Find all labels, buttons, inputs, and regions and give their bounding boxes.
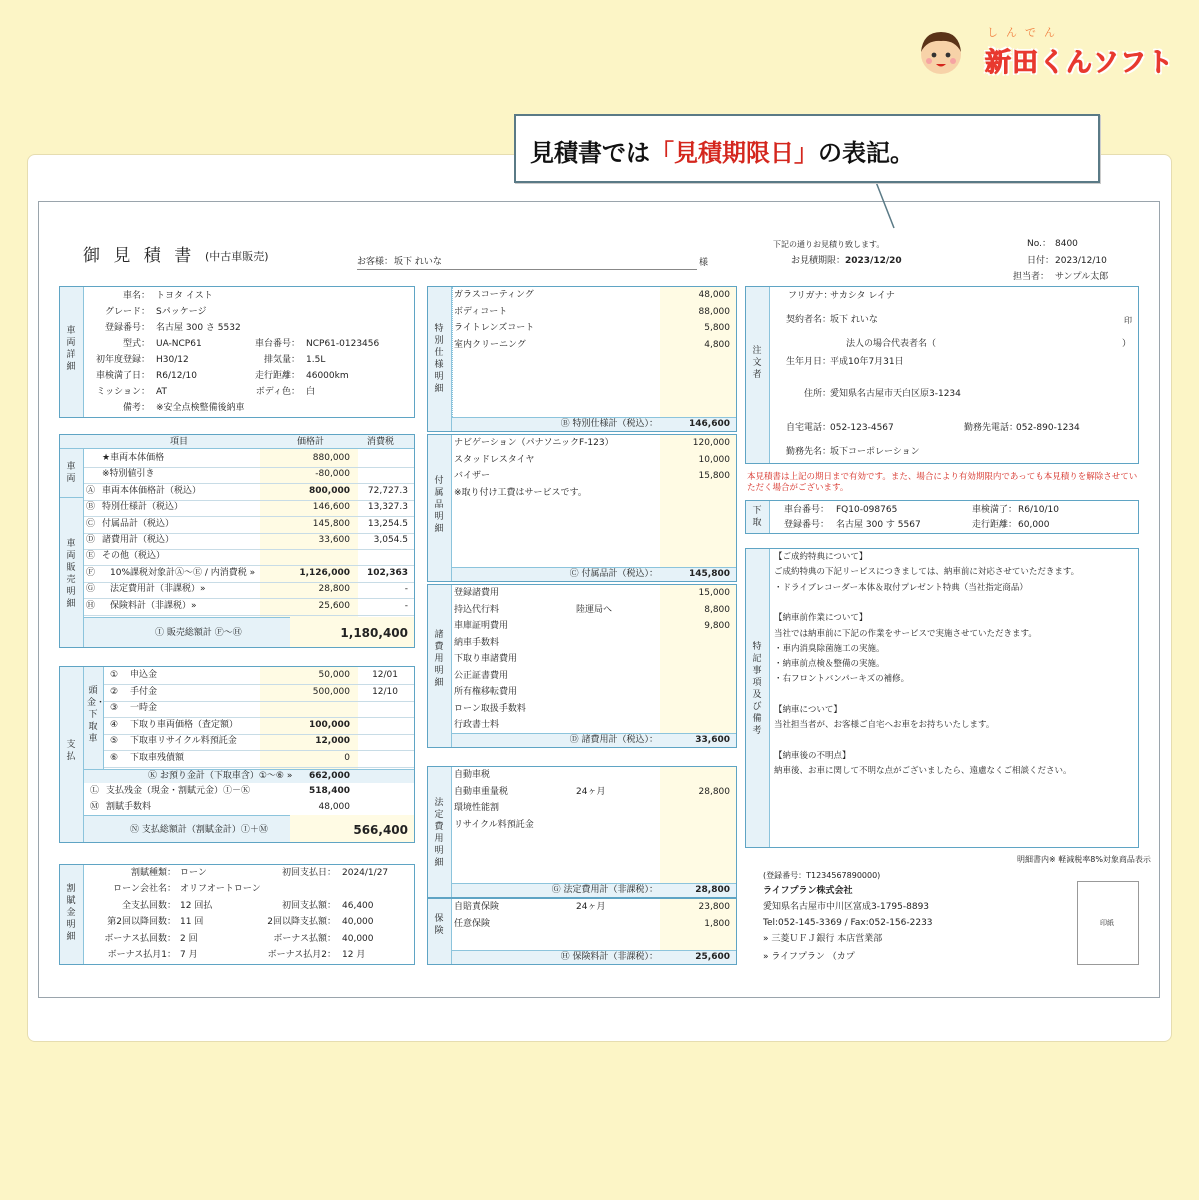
intro-text: 下記の通りお見積り致します。 xyxy=(773,240,885,249)
estimate-document xyxy=(38,201,1160,998)
row-number: ⑤ xyxy=(110,736,119,747)
vehicle-field-value: ※安全点検整備後納車 xyxy=(156,403,245,413)
payment-row-label: 下取り車両価格（査定額） xyxy=(130,719,239,730)
row-number: Ⓕ xyxy=(86,567,96,578)
seal-mark: 印 xyxy=(1124,316,1132,325)
vehicle-field-label: グレード： xyxy=(104,307,150,317)
installment-label-2: ボーナス払月2： xyxy=(267,950,336,960)
fees-item-label: 車庫証明費用 xyxy=(454,621,509,631)
installment-label: 割賦種類： xyxy=(130,868,176,878)
fees-item-label: 納車手数料 xyxy=(454,637,500,648)
vehicle-field-label: 車名： xyxy=(122,291,150,301)
payment-row2-value: 48,000 xyxy=(318,802,350,812)
remark-line: 【納車後の不明点】 xyxy=(774,750,851,761)
boy-mascot-icon xyxy=(915,26,967,78)
vehicle-field-label: 備考： xyxy=(122,403,150,413)
accessory-item-value: 15,800 xyxy=(698,471,730,481)
doc-date: 2023/12/10 xyxy=(1055,256,1107,266)
price-row-tax: 72,727.3 xyxy=(367,485,408,496)
insurance-side-label: 保険 xyxy=(434,914,444,936)
price-row-label: 車両本体価格計（税込） xyxy=(102,485,202,496)
rep-label-open: 法人の場合代表者名（ xyxy=(846,339,937,349)
vehicle-field-label-2: 走行距離： xyxy=(254,371,300,381)
row-number: Ⓒ xyxy=(86,518,96,529)
validity-notice: 本見積書は上記の期日まで有効です。また、場合により有効期限内であっても本見積りを解除させていただく場合がございます。 xyxy=(747,472,1138,493)
vehicle-field-label-2: ボディ色： xyxy=(255,387,300,397)
remark-line: ・納車前点検＆整備の実施。 xyxy=(774,659,885,670)
installment-label: ローン会社名： xyxy=(113,884,176,895)
accessory-section xyxy=(427,434,737,582)
vehicle-field-label-2: 排気量： xyxy=(263,355,300,365)
row-divider xyxy=(104,684,414,685)
price-row-value: 145,800 xyxy=(312,518,350,529)
payment-row-value: 100,000 xyxy=(309,719,350,730)
sales-total-label: Ⓘ 販売総額計 Ⓕ～Ⓗ xyxy=(155,628,242,638)
row-number: ② xyxy=(110,686,119,697)
vehicle-field-label: 車検満了日： xyxy=(95,371,150,381)
row-number: Ⓗ xyxy=(86,600,96,611)
legal-side-label: 法定費用明細 xyxy=(434,798,444,868)
row-number: ① xyxy=(110,670,119,680)
stamp-label: 印紙 xyxy=(1100,919,1114,927)
fees-side-label: 諸費用明細 xyxy=(434,630,444,688)
company-tel: Tel:052-145-3369 / Fax:052-156-2233 xyxy=(763,918,933,928)
logo-ruby: しんでん xyxy=(987,26,1063,39)
fees-total-label: Ⓓ 諸費用計（税込）： xyxy=(569,735,658,745)
special-item-value: 4,800 xyxy=(704,339,730,350)
logo-text: 新田くんソフト xyxy=(985,48,1175,78)
fees-section xyxy=(427,584,737,748)
installment-label-2: ボーナス払額： xyxy=(273,933,336,944)
row-divider xyxy=(84,582,414,583)
price-row-value: -80,000 xyxy=(315,469,350,480)
row-divider xyxy=(104,717,414,718)
callout-text: 見積書では「見積期限日」の表記。 xyxy=(530,139,914,167)
payment-row-value: 50,000 xyxy=(318,670,350,680)
customer-label: お客様： xyxy=(357,257,394,267)
row-divider xyxy=(84,467,414,468)
date-label: 日付： xyxy=(1027,256,1055,266)
trade-reg-label: 登録番号： xyxy=(784,520,830,530)
price-row-tax: 3,054.5 xyxy=(373,535,408,545)
payment-side-label: 支払 xyxy=(66,740,76,762)
price-row-tax: 13,327.3 xyxy=(367,502,408,513)
fees-item-label: 下取り車諸費用 xyxy=(454,654,518,664)
price-row-value: 33,600 xyxy=(318,535,350,545)
price-row-label: 保険料計（非課税）» xyxy=(110,600,197,611)
installment-value: ローン xyxy=(180,868,207,878)
price-header-item: 項目 xyxy=(170,437,189,447)
payment-total: 566,400 xyxy=(353,823,408,837)
customer-name: 坂下 れいな xyxy=(394,257,442,267)
row-divider xyxy=(104,767,414,768)
installment-label-2: 2回以降支払額： xyxy=(267,917,336,928)
installment-value: オリフオートローン xyxy=(180,884,261,895)
insurance-item-label: 任意保険 xyxy=(454,918,491,929)
rep-label-close: ） xyxy=(1122,339,1132,349)
special-item-value: 48,000 xyxy=(698,290,730,300)
legal-item-label: 環境性能割 xyxy=(454,803,500,813)
contract-name: 坂下 れいな xyxy=(830,315,878,325)
installment-value-2: 40,000 xyxy=(342,917,374,928)
remark-line: ご成約特典の下記リービスにつきましては、納車前に対応させていただきます。 xyxy=(774,567,1080,578)
customer-underline xyxy=(357,269,697,270)
insurance-total: 25,600 xyxy=(695,952,730,962)
accessory-side-label: 付属品明細 xyxy=(434,476,444,534)
installment-label: 第2回以降回数： xyxy=(107,917,176,928)
vehicle-field-value-2: 白 xyxy=(306,387,316,397)
birth-date: 平成10年7月31日 xyxy=(830,357,904,367)
row-number: Ⓓ xyxy=(86,535,96,545)
price-row-tax: 13,254.5 xyxy=(367,518,408,529)
vehicle-field-value: UA-NCP61 xyxy=(156,339,202,349)
payment-section xyxy=(59,666,415,843)
accessory-total: 145,800 xyxy=(689,569,730,579)
trade-mileage: 60,000 xyxy=(1018,520,1050,530)
payment-row-value: 500,000 xyxy=(312,686,350,697)
payment-row2-label: 割賦手数料 xyxy=(106,802,152,812)
vehicle-field-value-2: 1.5L xyxy=(306,355,326,365)
price-row-label: 10%課税対象計Ⓐ～Ⓔ / 内消費税 » xyxy=(110,567,256,578)
vehicle-field-label: 登録番号： xyxy=(104,323,150,333)
vehicle-field-value: トヨタ イスト xyxy=(156,291,213,301)
row-number: ⑥ xyxy=(110,753,119,763)
insurance-item-label: 自賠責保険 xyxy=(454,902,500,912)
vehicle-field-value: 名古屋 300 さ 5532 xyxy=(156,323,241,333)
workplace-label: 勤務先名： xyxy=(786,447,832,457)
remark-line: 納車後、お車に関して不明な点がございましたら、遠慮なくご相談ください。 xyxy=(774,766,1072,777)
doc-number: 8400 xyxy=(1055,239,1078,249)
remark-line: ・右フロントバンパーキズの補修。 xyxy=(774,674,910,685)
payment-row2-value: 518,400 xyxy=(309,786,350,796)
callout-pointer xyxy=(870,182,900,232)
installment-side-label: 割賦金明細 xyxy=(66,884,76,942)
insurance-item-value: 23,800 xyxy=(698,902,730,912)
remark-line: 当社担当者が、お客様ご自宅へお車をお持ちいたします。 xyxy=(774,720,995,731)
special-item-value: 5,800 xyxy=(704,323,730,333)
price-row-label: 法定費用計（非課税）» xyxy=(110,584,206,595)
row-divider xyxy=(84,516,414,517)
remarks-section xyxy=(745,548,1139,848)
remark-line: 【ご成約特典について】 xyxy=(774,552,868,562)
installment-value: 7 月 xyxy=(180,950,198,960)
home-tel-label: 自宅電話： xyxy=(786,423,832,433)
fees-item-label: ローン取扱手数料 xyxy=(454,703,526,714)
tax-footnote: 明細書内※ 軽減税率8%対象商品表示 xyxy=(1017,855,1151,864)
special-item-label: ライトレンズコート xyxy=(454,323,535,333)
row-number: Ⓛ xyxy=(90,786,100,796)
legal-item-memo: 24ヶ月 xyxy=(576,786,606,797)
legal-fees-section xyxy=(427,766,737,898)
trade-side-label: 下取 xyxy=(752,506,762,528)
deposit-total-label: Ⓚ お預り金計（下取車含）①～⑥ » xyxy=(148,771,293,781)
row-divider xyxy=(84,533,414,534)
vehicle-field-value-2: NCP61-0123456 xyxy=(306,339,380,349)
work-tel: 052-890-1234 xyxy=(1016,423,1080,433)
payment-row-label: 一時金 xyxy=(130,703,158,714)
furigana-label: フリガナ： xyxy=(788,291,833,301)
fees-item-value: 15,000 xyxy=(698,588,730,598)
company-name: ライフプラン株式会社 xyxy=(763,886,853,896)
furigana: サカシタ レイナ xyxy=(830,291,895,301)
staff-label: 担当者： xyxy=(1013,272,1050,282)
workplace: 坂下コーポレーション xyxy=(830,447,920,457)
accessory-total-label: Ⓒ 付属品計（税込）： xyxy=(569,569,658,579)
remark-line: ・ドライブレコーダー本体＆取付プレゼント特典（当社指定商品） xyxy=(774,582,1028,593)
vehicle-field-value: AT xyxy=(156,387,167,397)
row-number: Ⓜ xyxy=(90,802,100,812)
price-row-tax: 102,363 xyxy=(367,567,408,578)
price-row-label: ★車両本体価格 xyxy=(102,453,165,463)
staff-name: サンプル太郎 xyxy=(1055,272,1109,282)
trade-reg: 名古屋 300 す 5567 xyxy=(836,520,921,530)
remark-line: ・車内消臭除菌施工の実施。 xyxy=(774,643,885,654)
installment-label: ボーナス払月1： xyxy=(107,950,176,960)
vehicle-field-value: R6/12/10 xyxy=(156,371,197,381)
work-tel-label: 勤務先電話： xyxy=(964,423,1019,433)
installment-label: 全支払回数： xyxy=(121,900,176,911)
no-label: No.： xyxy=(1027,239,1051,249)
legal-item-label: 自動車税 xyxy=(454,770,491,780)
accessory-item-value: 120,000 xyxy=(692,438,730,448)
special-item-value: 88,000 xyxy=(698,306,730,317)
legal-total-label: Ⓖ 法定費用計（非課税）： xyxy=(551,885,658,895)
row-divider xyxy=(84,500,414,501)
price-section xyxy=(59,434,415,648)
payment-row-label: 下取車リサイクル料預託金 xyxy=(130,736,237,747)
price-row-tax: - xyxy=(404,584,408,595)
trade-inspection-label: 車検満了： xyxy=(972,505,1018,515)
revenue-stamp-box xyxy=(1077,881,1139,965)
price-side-sales: 車両販売明細 xyxy=(66,539,76,609)
vehicle-field-value-2: 46000km xyxy=(306,371,349,381)
legal-item-label: リサイクル料預託金 xyxy=(454,819,534,830)
price-row-value: 800,000 xyxy=(309,485,350,496)
orderer-side-label: 注文者 xyxy=(752,346,762,380)
accessory-item-label: バイザー xyxy=(454,471,491,481)
remarks-side-label: 特記事項及び備考 xyxy=(752,642,762,736)
vehicle-field-label-2: 車台番号： xyxy=(254,339,300,349)
row-number: ③ xyxy=(110,703,119,714)
accessory-item-label: ※取り付け工費はサービスです。 xyxy=(454,487,587,498)
payment-row2-label: 支払残金（現金・割賦元金）Ⓘ－Ⓚ xyxy=(106,786,251,796)
special-item-label: ガラスコーティング xyxy=(454,290,534,300)
price-row-value: 28,800 xyxy=(318,584,350,595)
fees-item-memo: 陸運局へ xyxy=(576,604,613,615)
trade-in-section xyxy=(745,500,1139,534)
trade-chassis: FQ10-098765 xyxy=(836,505,898,515)
vehicle-side-label: 車両詳細 xyxy=(66,326,76,372)
bank-1: » 三菱ＵＦＪ銀行 本店営業部 xyxy=(763,934,883,944)
installment-value-2: 46,400 xyxy=(342,900,374,911)
home-tel: 052-123-4567 xyxy=(830,423,894,433)
accessory-item-label: ナビゲーション（パナソニックF-123） xyxy=(454,438,614,448)
vehicle-field-value: H30/12 xyxy=(156,355,189,365)
remark-line: 当社では納車前に下記の作業をサービスで実施させていただきます。 xyxy=(774,628,1037,639)
company-address: 愛知県名古屋市中川区富成3-1795-8893 xyxy=(763,902,930,912)
trade-mileage-label: 走行距離： xyxy=(972,520,1018,530)
sama: 様 xyxy=(699,258,709,268)
address-label: 住所： xyxy=(804,389,832,399)
insurance-section xyxy=(427,898,737,965)
row-divider xyxy=(104,701,414,702)
payment-row-label: 下取車残債額 xyxy=(130,753,185,763)
row-number: Ⓐ xyxy=(86,485,96,496)
installment-value-2: 2024/1/27 xyxy=(342,868,389,878)
price-header-tax: 消費税 xyxy=(367,437,395,447)
installment-value-2: 12 月 xyxy=(342,950,366,960)
special-item-label: 室内クリーニング xyxy=(454,339,526,350)
installment-value: 2 回 xyxy=(180,933,198,944)
price-side-vehicle: 車両 xyxy=(66,462,76,484)
row-divider xyxy=(104,750,414,751)
bank-2: » ライフプラン （カプ xyxy=(763,952,855,962)
doc-subtitle: (中古車販売) xyxy=(205,250,269,263)
deposit-total: 662,000 xyxy=(309,771,350,781)
fees-item-label: 登録諸費用 xyxy=(454,588,500,598)
fees-item-value: 8,800 xyxy=(704,604,730,615)
payment-row-value: 12,000 xyxy=(315,736,350,747)
insurance-item-value: 1,800 xyxy=(704,918,730,929)
row-number: ④ xyxy=(110,719,119,730)
row-number: Ⓖ xyxy=(86,584,96,595)
special-total-label: Ⓑ 特別仕様計（税込）： xyxy=(560,419,658,429)
accessory-item-label: スタッドレスタイヤ xyxy=(454,454,535,465)
price-row-value: 25,600 xyxy=(318,600,350,611)
price-row-label: ※特別値引き xyxy=(102,469,155,480)
payment-total-label: Ⓝ 支払総額計（割賦金計）Ⓘ＋Ⓜ xyxy=(130,825,268,835)
birth-label: 生年月日： xyxy=(786,357,832,367)
installment-value: 11 回 xyxy=(180,917,204,928)
special-item-label: ボディコート xyxy=(454,306,508,317)
installment-value-2: 40,000 xyxy=(342,933,374,944)
expiry-label: お見積期限： xyxy=(791,256,846,266)
trade-inspection: R6/10/10 xyxy=(1018,505,1059,515)
trade-chassis-label: 車台番号： xyxy=(784,505,830,515)
vehicle-field-label: ミッション： xyxy=(96,387,150,397)
payment-row-value: 0 xyxy=(344,753,350,763)
price-header-price: 価格計 xyxy=(297,437,325,447)
brand-logo xyxy=(915,22,1175,82)
vehicle-field-value: Sパッケージ xyxy=(156,307,207,317)
row-divider xyxy=(84,598,414,599)
address: 愛知県名古屋市天白区原3-1234 xyxy=(830,389,961,399)
contract-name-label: 契約者名： xyxy=(786,315,832,325)
fees-item-label: 公正証書費用 xyxy=(454,670,509,681)
legal-item-label: 自動車重量税 xyxy=(454,786,509,797)
orderer-section xyxy=(745,286,1139,464)
price-row-value: 146,600 xyxy=(312,502,350,513)
fees-item-label: 所有権移転費用 xyxy=(454,687,518,697)
price-row-tax: - xyxy=(404,600,408,611)
price-row-label: その他（税込） xyxy=(102,551,166,562)
callout-box xyxy=(514,114,1100,183)
legal-total: 28,800 xyxy=(695,885,730,895)
remark-line: 【納車前作業について】 xyxy=(774,613,868,624)
row-number: Ⓑ xyxy=(86,502,96,513)
price-row-label: 諸費用計（税込） xyxy=(102,535,175,545)
special-total: 146,600 xyxy=(689,419,730,429)
fees-item-value: 9,800 xyxy=(704,621,730,631)
payment-row-label: 手付金 xyxy=(130,686,158,697)
row-number: Ⓔ xyxy=(86,551,96,562)
fees-item-label: 持込代行料 xyxy=(454,604,500,615)
vehicle-field-label: 型式： xyxy=(122,339,150,349)
vehicle-detail-section xyxy=(59,286,415,418)
sales-total: 1,180,400 xyxy=(340,626,408,640)
row-divider xyxy=(84,565,414,566)
legal-item-value: 28,800 xyxy=(698,786,730,797)
accessory-item-value: 10,000 xyxy=(698,454,730,465)
row-divider xyxy=(104,734,414,735)
installment-section xyxy=(59,864,415,965)
fees-total: 33,600 xyxy=(695,735,730,745)
payment-row-date: 12/10 xyxy=(372,686,398,697)
installment-label: ボーナス払回数： xyxy=(104,933,176,944)
installment-value: 12 回払 xyxy=(180,900,213,911)
company-reg-number: (登録番号：T1234567890000) xyxy=(763,871,881,880)
expiry-date: 2023/12/20 xyxy=(845,256,902,266)
special-spec-section xyxy=(427,286,737,432)
row-divider xyxy=(84,615,414,616)
row-divider xyxy=(84,549,414,550)
remark-line: 【納車について】 xyxy=(774,705,842,715)
vehicle-field-label: 初年度登録： xyxy=(95,355,150,365)
downpayment-side-label: 頭金・下取車 xyxy=(87,686,106,744)
row-divider xyxy=(84,483,414,484)
price-row-value: 1,126,000 xyxy=(299,567,350,578)
doc-title: 御 見 積 書 xyxy=(83,246,196,266)
payment-row-label: 申込金 xyxy=(130,670,158,680)
insurance-total-label: Ⓗ 保険料計（非課税）： xyxy=(560,952,658,962)
installment-label-2: 初回支払額： xyxy=(281,900,336,911)
price-row-label: 付属品計（税込） xyxy=(102,518,175,529)
insurance-item-memo: 24ヶ月 xyxy=(576,902,606,912)
price-row-label: 特別仕様計（税込） xyxy=(102,502,184,513)
special-side-label: 特別仕様明細 xyxy=(434,324,444,394)
fees-item-label: 行政書士料 xyxy=(454,720,500,730)
installment-label-2: 初回支払日： xyxy=(281,868,336,878)
payment-row-date: 12/01 xyxy=(372,670,398,680)
price-row-value: 880,000 xyxy=(312,453,350,463)
